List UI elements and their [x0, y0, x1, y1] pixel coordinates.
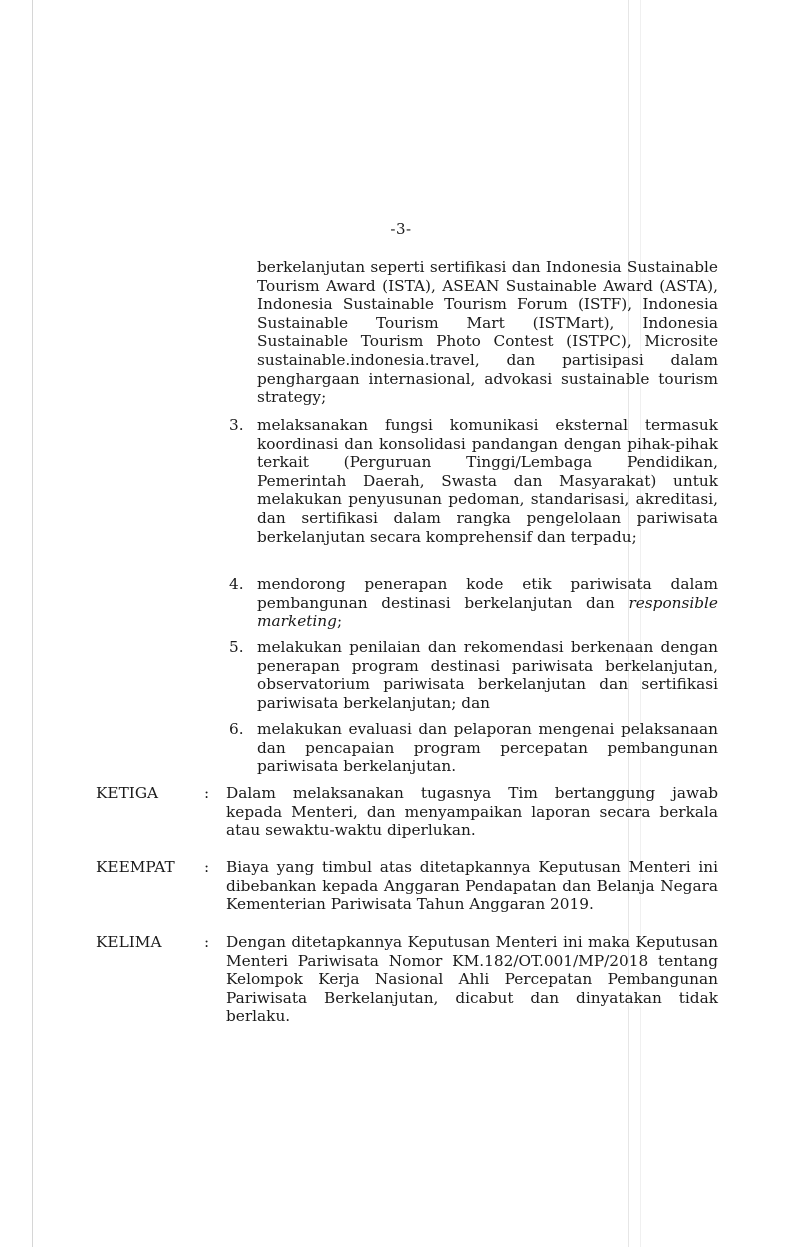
list-item-text: melakukan penilaian dan rekomendasi berkenaan dengan penerapan program destinasi pariwisata berkelanjutan, observatorium pariwisata berkelanjutan dan sertifikasi pariwisata berkelanjutan; dan — [257, 638, 718, 712]
scan-edge-line — [32, 0, 33, 1247]
list-item-5 — [229, 638, 718, 712]
list-item-text: melaksanakan fungsi komunikasi eksternal termasuk koordinasi dan konsolidasi pandangan dengan pihak-pihak terkait (Perguruan Tinggi/Lembaga Pendidikan, Pemerintah Daerah, Swasta dan Masyarakat) untuk melakukan penyusunan pedoman, standarisasi, akreditasi, dan sertifikasi dalam rangka pengelolaan pariwisata berkelanjutan secara komprehensif dan terpadu; — [257, 416, 718, 546]
section-label: KELIMA — [96, 933, 162, 951]
section-colon: : — [204, 784, 210, 802]
page-number: -3- — [390, 220, 412, 238]
list-item-3 — [229, 416, 718, 546]
list-item-text-regular: mendorong penerapan kode etik pariwisata dalam pembangunan destinasi berkelanjutan dan — [257, 575, 718, 612]
list-item-number: 5. — [229, 638, 244, 656]
list-item-text-end: ; — [336, 612, 343, 631]
section-text: Dalam melaksanakan tugasnya Tim bertanggung jawab kepada Menteri, dan menyampaikan laporan secara berkala atau sewaktu-waktu diperlukan. — [226, 784, 718, 840]
section-keempat — [96, 858, 718, 914]
section-ketiga — [96, 784, 718, 840]
list-item-text-italic: responsible marketing — [257, 593, 718, 631]
list-item-number: 3. — [229, 416, 244, 434]
list-item-text — [257, 575, 718, 631]
section-colon: : — [204, 858, 210, 876]
list-item-number: 6. — [229, 720, 244, 738]
section-label: KEEMPAT — [96, 858, 175, 876]
section-colon: : — [204, 933, 210, 951]
section-kelima — [96, 933, 718, 1026]
section-label: KETIGA — [96, 784, 159, 802]
list-item-6 — [229, 720, 718, 776]
list-item-text: melakukan evaluasi dan pelaporan mengenai pelaksanaan dan pencapaian program percepatan pembangunan pariwisata berkelanjutan. — [257, 720, 718, 776]
list-item-4 — [229, 575, 718, 631]
continued-paragraph: berkelanjutan seperti sertifikasi dan Indonesia Sustainable Tourism Award (ISTA), ASEAN Sustainable Award (ASTA), Indonesia Sustainable Tourism Forum (ISTF), Indonesia Sustainable Tourism Mart (ISTMart), Indonesia Sustainable Tourism Photo Contest (ISTPC), Microsite sustainable.indonesia.travel, dan partisipasi dalam penghargaan internasional, advokasi sustainable tourism strategy; — [257, 258, 718, 407]
section-text: Dengan ditetapkannya Keputusan Menteri ini maka Keputusan Menteri Pariwisata Nomor KM.182/OT.001/MP/2018 tentang Kelompok Kerja Nasional Ahli Percepatan Pembangunan Pariwisata Berkelanjutan, dicabut dan dinyatakan tidak berlaku. — [226, 933, 718, 1026]
section-text: Biaya yang timbul atas ditetapkannya Keputusan Menteri ini dibebankan kepada Anggaran Pendapatan dan Belanja Negara Kementerian Pariwisata Tahun Anggaran 2019. — [226, 858, 718, 914]
list-item-number: 4. — [229, 575, 244, 593]
